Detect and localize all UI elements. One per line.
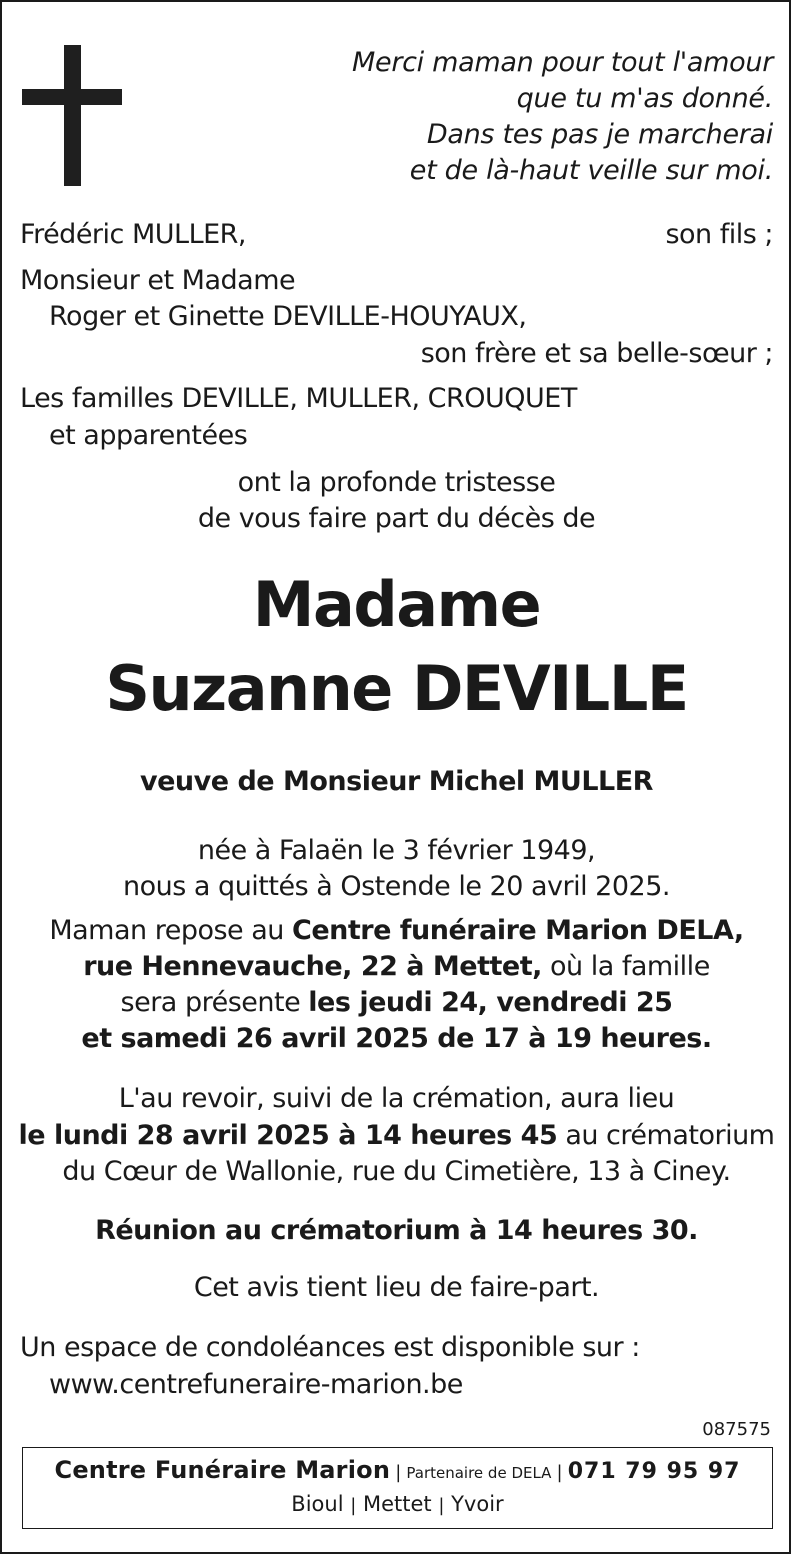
poem-line-4: et de là-haut veille sur moi. — [409, 155, 773, 186]
death-line: nous a quittés à Ostende le 20 avril 2025. — [123, 871, 670, 902]
birth-line: née à Falaën le 3 février 1949, — [197, 835, 596, 866]
condolences-line: Un espace de condoléances est disponible sur : — [20, 1332, 640, 1363]
footer-phone: 071 79 95 97 — [567, 1459, 741, 1484]
meeting-line: Réunion au crématorium à 14 heures 30. — [95, 1215, 698, 1246]
rest-text: où la famille — [541, 951, 710, 982]
footer-location: Mettet — [362, 1492, 432, 1516]
poem-line-3: Dans tes pas je marcherai — [426, 119, 773, 150]
family-line-families: Les familles DEVILLE, MULLER, CROUQUET — [20, 383, 577, 414]
funeral-home-footer — [22, 1447, 773, 1529]
rest-line-1 — [2, 914, 791, 948]
footer-location: Bioul — [291, 1492, 344, 1516]
family-son-relation: son fils ; — [665, 219, 773, 250]
footer-locations — [23, 1492, 772, 1516]
footer-separator: | — [350, 1495, 357, 1516]
footer-separator: | — [395, 1462, 402, 1483]
visiting-days: les jeudi 24, vendredi 25 — [308, 987, 673, 1018]
visiting-hours: et samedi 26 avril 2025 de 17 à 19 heures. — [81, 1023, 712, 1054]
funeral-home-name: Centre funéraire Marion DELA, — [292, 915, 744, 946]
reference-number: 087575 — [702, 1419, 771, 1440]
footer-brand: Centre Funéraire Marion — [54, 1456, 391, 1484]
footer-separator: | — [556, 1462, 563, 1483]
family-couple-relation: son frère et sa belle-sœur ; — [420, 338, 773, 369]
funeral-home-address: rue Hennevauche, 22 à Mettet, — [83, 951, 542, 982]
condolences-url[interactable]: www.centrefuneraire-marion.be — [49, 1369, 463, 1400]
footer-separator: | — [438, 1495, 445, 1516]
rest-line-2 — [2, 950, 791, 984]
rest-line-3 — [2, 986, 791, 1020]
rest-text: sera présente — [120, 987, 309, 1018]
family-line-couple-names: Roger et Ginette DEVILLE-HOUYAUX, — [49, 301, 527, 332]
family-son-name: Frédéric MULLER, — [20, 219, 247, 250]
footer-line-1 — [23, 1456, 772, 1484]
deceased-name: Suzanne DEVILLE — [105, 652, 688, 725]
notice-line: Cet avis tient lieu de faire-part. — [193, 1272, 600, 1303]
deceased-title: Madame — [252, 568, 541, 641]
poem-line-2: que tu m'as donné. — [516, 83, 773, 114]
farewell-line-1: L'au revoir, suivi de la crémation, aura lieu — [118, 1083, 675, 1114]
rest-text: Maman repose au — [49, 915, 292, 946]
farewell-line-2 — [2, 1119, 791, 1153]
intro-line-2: de vous faire part du décès de — [197, 503, 596, 534]
family-line-couple: Monsieur et Madame — [20, 265, 296, 296]
intro-line-1: ont la profonde tristesse — [237, 467, 556, 498]
deceased-widow-of: veuve de Monsieur Michel MULLER — [140, 766, 653, 797]
farewell-text: au crématorium — [557, 1120, 775, 1151]
farewell-date: le lundi 28 avril 2025 à 14 heures 45 — [18, 1120, 558, 1151]
family-line-relatives: et apparentées — [49, 420, 248, 451]
footer-partner: Partenaire de DELA — [406, 1464, 552, 1482]
farewell-line-3: du Cœur de Wallonie, rue du Cimetière, 13 à Ciney. — [62, 1156, 731, 1187]
footer-location: Yvoir — [451, 1492, 504, 1516]
poem-line-1: Merci maman pour tout l'amour — [352, 47, 773, 78]
